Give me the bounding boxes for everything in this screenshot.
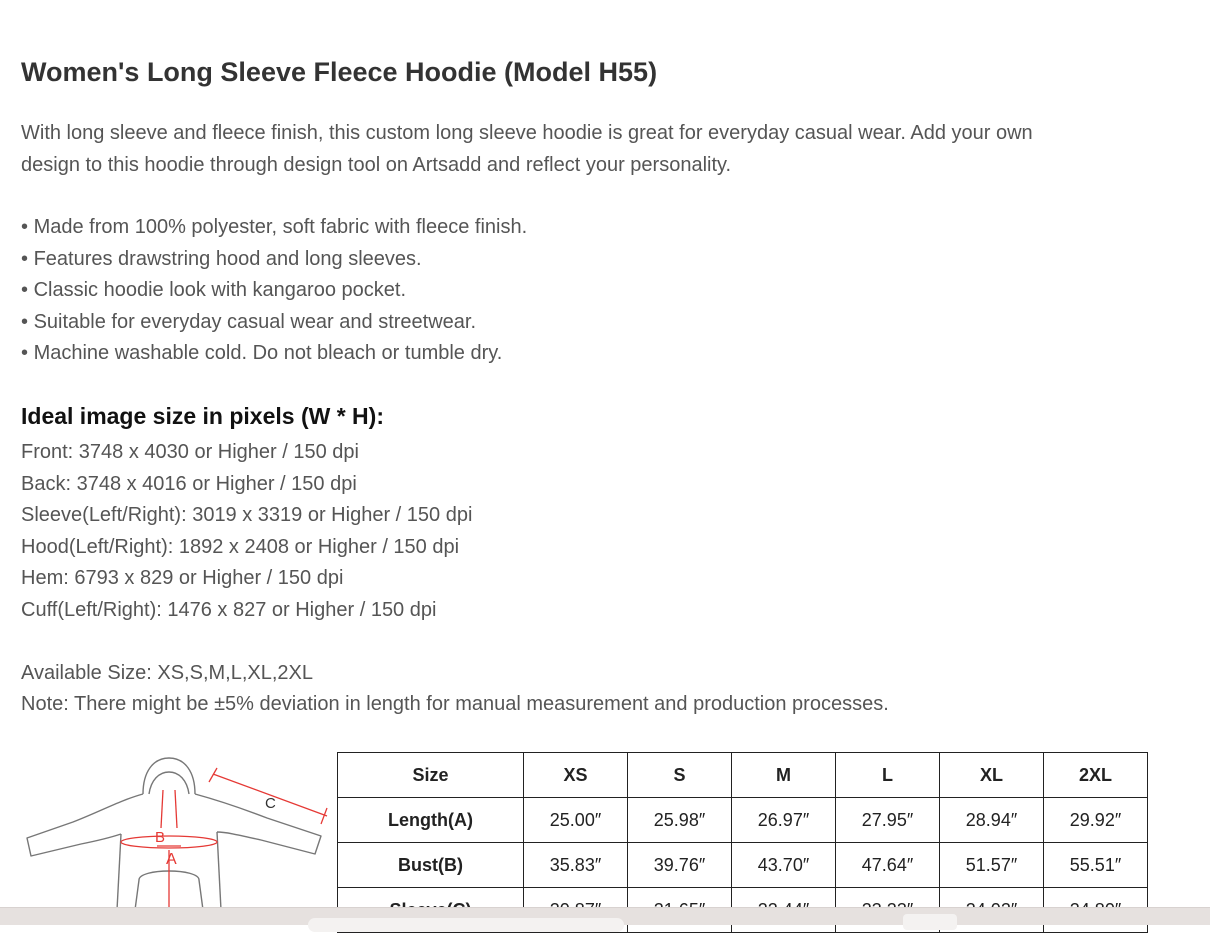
table-cell: 27.95″ [836,798,940,843]
image-size-item: Cuff(Left/Right): 1476 x 827 or Higher / 150 dpi [21,598,437,621]
size-column-header: M [732,753,836,798]
feature-item: • Machine washable cold. Do not bleach or tumble dry. [21,338,527,370]
image-size-list [21,437,472,626]
image-size-heading: Ideal image size in pixels (W * H): [21,403,384,429]
feature-item: • Features drawstring hood and long sleeves. [21,244,527,276]
image-size-item: Front: 3748 x 4030 or Higher / 150 dpi [21,441,359,463]
product-title: Women's Long Sleeve Fleece Hoodie (Model H55) [21,57,658,87]
feature-item: • Suitable for everyday casual wear and streetwear. [21,307,527,339]
feature-item: • Made from 100% polyester, soft fabric with fleece finish. [21,212,527,244]
table-cell: 28.94″ [940,798,1044,843]
size-column-header: 2XL [1044,753,1148,798]
table-cell: 35.83″ [524,843,628,888]
table-cell: 25.98″ [628,798,732,843]
product-intro: With long sleeve and fleece finish, this custom long sleeve hoodie is great for everyday casual wear. Add your own design to this hoodie through design tool on Artsadd and reflect your personality. [21,122,1033,176]
table-cell: 43.70″ [732,843,836,888]
image-size-item: Back: 3748 x 4016 or Higher / 150 dpi [21,472,357,495]
table-row [338,798,1148,843]
size-chart-header-row [338,753,1148,798]
size-column-header: Size [338,753,524,798]
table-row [338,843,1148,888]
measurement-label: Bust(B) [338,843,524,888]
image-size-item: Hood(Left/Right): 1892 x 2408 or Higher / 150 dpi [21,535,460,558]
toolbar-button[interactable] [903,914,957,930]
label-c: C [265,795,276,812]
image-size-item: Sleeve(Left/Right): 3019 x 3319 or Higher / 150 dpi [21,504,473,526]
table-cell: 55.51″ [1044,843,1148,888]
label-b: B [155,829,166,846]
bottom-toolbar [0,907,1210,925]
size-column-header: L [836,753,940,798]
size-column-header: XS [524,753,628,798]
feature-list [21,212,527,370]
size-chart-table [337,752,1148,933]
table-cell: 51.57″ [940,843,1044,888]
table-cell: 47.64″ [836,843,940,888]
measurement-note: Note: There might be ±5% deviation in length for manual measurement and production processes. [21,693,889,715]
available-sizes: Available Size: XS,S,M,L,XL,2XL [21,662,314,684]
table-cell: 26.97″ [732,798,836,843]
table-cell: 29.92″ [1044,798,1148,843]
toolbar-input[interactable] [308,918,624,932]
size-column-header: S [628,753,732,798]
label-a: A [166,851,177,868]
table-cell: 25.00″ [524,798,628,843]
hoodie-measurement-diagram [21,750,333,910]
image-size-item: Hem: 6793 x 829 or Higher / 150 dpi [21,567,344,589]
size-column-header: XL [940,753,1044,798]
feature-item: • Classic hoodie look with kangaroo pocket. [21,275,527,307]
table-cell: 39.76″ [628,843,732,888]
measurement-label: Length(A) [338,798,524,843]
